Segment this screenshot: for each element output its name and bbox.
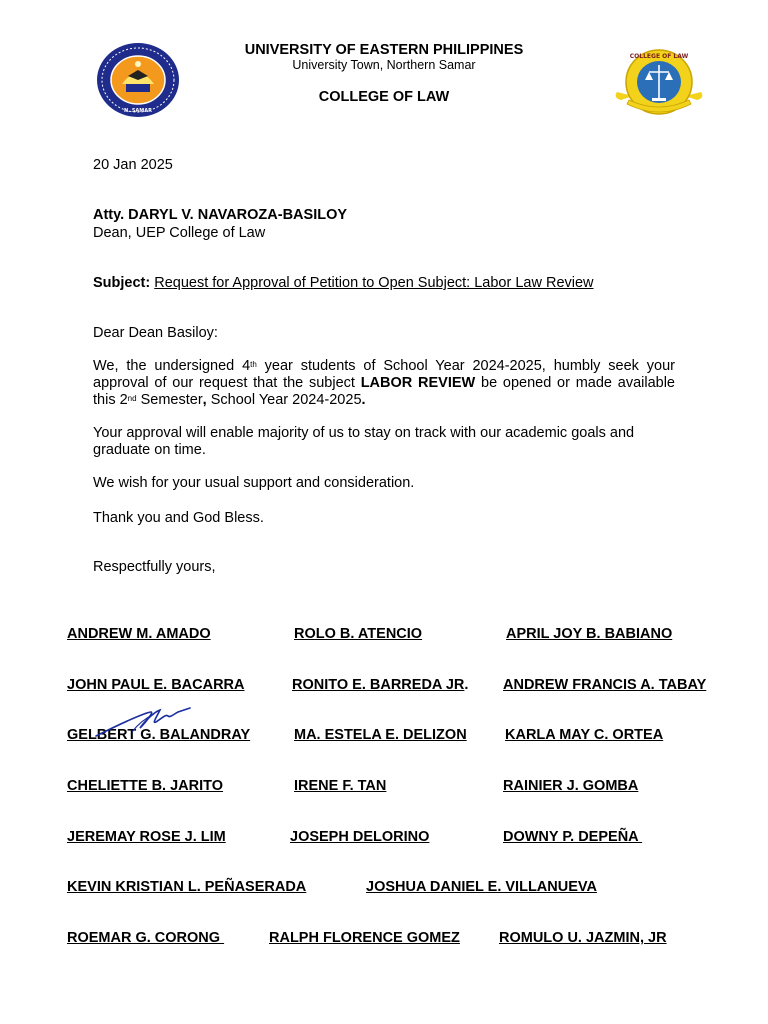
seal-place-text: N. SAMAR (124, 108, 152, 114)
body-paragraph-3: We wish for your usual support and consideration. (93, 475, 415, 491)
signatory-name: APRIL JOY B. BABIANO (506, 626, 673, 642)
signatory-name: ROLO B. ATENCIO (294, 626, 423, 642)
salutation: Dear Dean Basiloy: (93, 325, 218, 341)
university-address: University Town, Northern Samar (292, 58, 476, 72)
signatory-name: DOWNY P. DEPEÑA (503, 829, 643, 845)
college-name: COLLEGE OF LAW (318, 89, 450, 105)
signatory-name: MA. ESTELA E. DELIZON (294, 727, 467, 743)
signatory-name: ROEMAR G. CORONG (67, 930, 225, 946)
handwritten-signature (92, 702, 194, 742)
signatory-name: CHELIETTE B. JARITO (67, 778, 224, 794)
closing: Respectfully yours, (93, 559, 216, 575)
university-name: UNIVERSITY OF EASTERN PHILIPPINES (244, 42, 524, 58)
signatory-name: IRENE F. TAN (294, 778, 387, 794)
signatory-name: GELBERT G. BALANDRAY (67, 727, 251, 743)
subject-label: Subject: (93, 275, 151, 291)
subject-text: Request for Approval of Petition to Open Subject: Labor Law Review (154, 275, 594, 291)
seal-college-text: COLLEGE OF LAW (629, 53, 689, 60)
signatory-name: JOSEPH DELORINO (290, 829, 430, 845)
signatory-name: ANDREW M. AMADO (67, 626, 211, 642)
signatory-name: ROMULO U. JAZMIN, JR (499, 930, 667, 946)
subject-line (93, 275, 675, 292)
signatory-name: JOHN PAUL E. BACARRA (67, 677, 245, 693)
addressee-title: Dean, UEP College of Law (93, 225, 266, 241)
signatory-name: ANDREW FRANCIS A. TABAY (503, 677, 707, 693)
body-paragraph-2: Your approval will enable majority of us to stay on track with our academic goals and graduate on time. (93, 425, 635, 458)
letter-date: 20 Jan 2025 (93, 157, 173, 173)
signatory-name-with-period: RONITO E. BARREDA JR. (292, 677, 469, 693)
body-paragraph-1: We, the undersigned 4th year students of School Year 2024-2025, humbly seek your approval of our request that the subject LABOR REVIEW be opened or made available this 2nd Semester, School Year 2024-2025. (93, 358, 675, 408)
signatory-name: KARLA MAY C. ORTEA (505, 727, 664, 743)
signatory-name: RAINIER J. GOMBA (503, 778, 639, 794)
addressee-name: Atty. DARYL V. NAVAROZA-BASILOY (93, 207, 348, 223)
signatory-name: JEREMAY ROSE J. LIM (67, 829, 226, 845)
signatory-name: KEVIN KRISTIAN L. PEÑASERADA (67, 879, 307, 895)
signatory-name: RALPH FLORENCE GOMEZ (269, 930, 460, 946)
body-paragraph-4: Thank you and God Bless. (93, 510, 264, 526)
signatory-name: JOSHUA DANIEL E. VILLANUEVA (366, 879, 597, 895)
